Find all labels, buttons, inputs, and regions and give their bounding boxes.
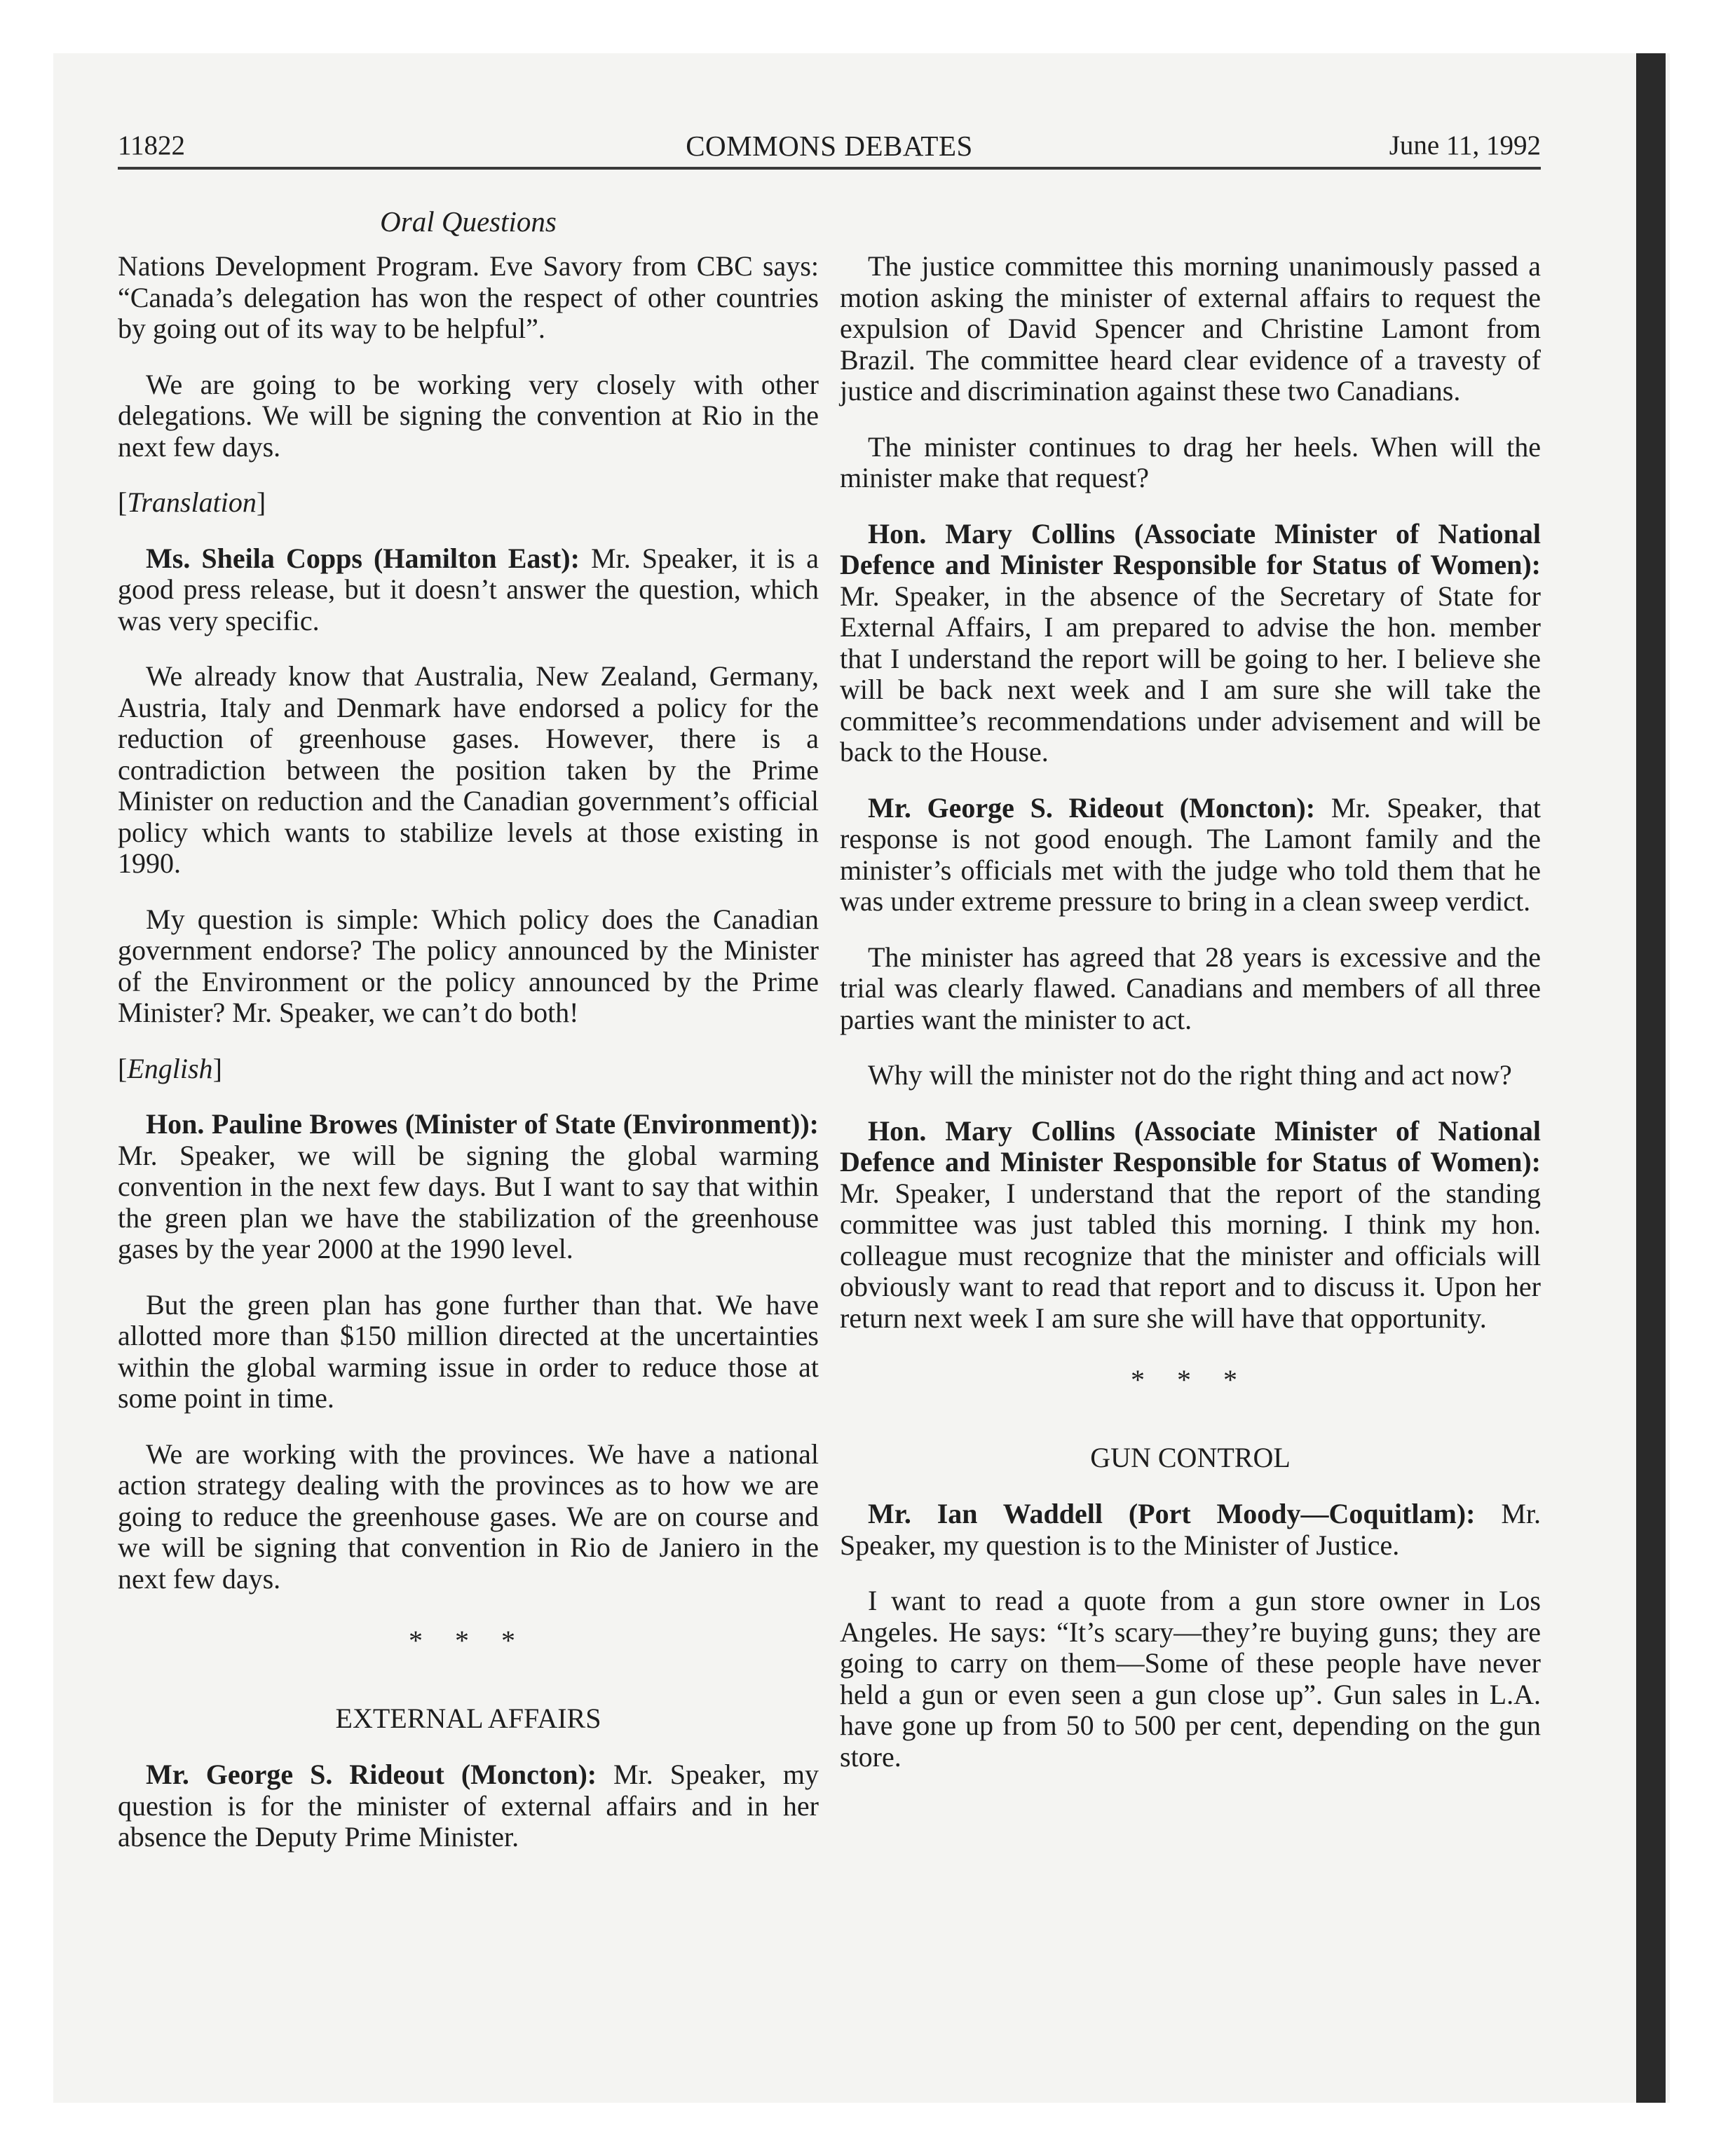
paragraph: I want to read a quote from a gun store owner in Los Angeles. He says: “It’s scary—they’re buying guns; they are going to carry on them—Some of these people have never held a gun or even seen a gun close up”. Gun sales in L.A. have gone up from 50 to 500 per cent, depending on the gun store. — [840, 1585, 1541, 1773]
speech — [118, 1109, 819, 1265]
speaker-name: Ms. Sheila Copps (Hamilton East): — [146, 542, 580, 574]
speech — [840, 1116, 1541, 1335]
speaker-name: Hon. Mary Collins (Associate Minister of National Defence and Minister Responsible for Status of Women): — [840, 1114, 1541, 1178]
translation-note-label: Translation — [127, 486, 257, 518]
publication-title: COMMONS DEBATES — [686, 130, 973, 162]
speech-text: Mr. Speaker, that response is not good enough. The Lamont family and the minister’s officials met with the judge who told them that he was under extreme pressure to bring in a clean sweep verdict. — [840, 791, 1541, 917]
speaker-name: Mr. George S. Rideout (Moncton): — [868, 791, 1316, 824]
speaker-name: Mr. George S. Rideout (Moncton): — [146, 1759, 597, 1790]
speech — [840, 1499, 1541, 1561]
paragraph: My question is simple: Which policy does the Canadian government endorse? The policy announced by the Minister of the Environment or the policy announced by the Prime Minister? Mr. Speaker, we can’t do both! — [118, 903, 819, 1028]
publication-date: June 11, 1992 — [1389, 130, 1541, 161]
speech-text: Mr. Speaker, my question is for the minister of external affairs and in her absence the Deputy Prime Minister. — [118, 1759, 819, 1853]
running-header — [118, 126, 1541, 165]
scan-edge-shadow — [1636, 53, 1666, 2103]
speaker-name: Hon. Pauline Browes (Minister of State (Environment)): — [146, 1108, 819, 1140]
speaker-name: Mr. Ian Waddell (Port Moody—Coquitlam): — [868, 1498, 1476, 1529]
speech — [840, 519, 1541, 768]
paragraph: Nations Development Program. Eve Savory from CBC says: “Canada’s delegation has won the respect of other countries by going out of its way to be helpful”. — [118, 250, 819, 344]
paragraph: The minister continues to drag her heels. When will the minister make that request? — [840, 430, 1541, 493]
translation-note: [Translation] — [118, 486, 266, 518]
speech — [118, 543, 819, 637]
language-note: [English] — [118, 1052, 222, 1084]
section-separator: * * * — [1131, 1364, 1250, 1396]
paragraph: The justice committee this morning unanimously passed a motion asking the minister of external affairs to request the expulsion of David Spencer and Christine Lamont from Brazil. The committee heard clear evidence of a travesty of justice and discrimination against these two Canadians. — [840, 250, 1541, 407]
speech-text: Mr. Speaker, we will be signing the global warming convention in the next few days. But I want to say that within the green plan we have the stabilization of the greenhouse gases by the year 2000 at the 1990 level. — [118, 1139, 819, 1264]
speech — [118, 1759, 819, 1853]
speech-text: Mr. Speaker, my question is to the Minister of Justice. — [840, 1498, 1541, 1561]
paragraph: Why will the minister not do the right thing and act now? — [868, 1059, 1512, 1091]
header-rule — [118, 167, 1541, 170]
paragraph: We already know that Australia, New Zealand, Germany, Austria, Italy and Denmark have endorsed a policy for the reduction of greenhouse gases. However, there is a contradiction between the position taken by the Prime Minister on reduction and the Canadian government’s official policy which wants to stabilize levels at those existing in 1990. — [118, 660, 819, 879]
language-note-label: English — [127, 1052, 213, 1084]
left-column — [118, 251, 819, 1878]
section-separator: * * * — [409, 1625, 528, 1656]
page-number: 11822 — [118, 130, 186, 161]
paragraph: But the green plan has gone further than that. We have allotted more than $150 million directed at the uncertainties within the global warming issue in order to reduce those at some point in time. — [118, 1288, 819, 1414]
paragraph: We are working with the provinces. We have a national action strategy dealing with the provinces as to how we are going to reduce the greenhouse gases. We are on course and we will be signing that convention in Rio de Janiero in the next few days. — [118, 1438, 819, 1595]
speaker-name: Hon. Mary Collins (Associate Minister of National Defence and Minister Responsible for Status of Women): — [840, 517, 1541, 580]
speech — [840, 793, 1541, 917]
paragraph: The minister has agreed that 28 years is excessive and the trial was clearly flawed. Canadians and members of all three parties want the minister to act. — [840, 941, 1541, 1035]
right-column — [840, 251, 1541, 1797]
speech-text: Mr. Speaker, in the absence of the Secretary of State for External Affairs, I am prepared to advise the hon. member that I understand the report will be going to her. I believe she will be back next week and I am sure she will take the committee’s recommendations under advisement and will be back to the House. — [840, 580, 1541, 767]
topic-heading: GUN CONTROL — [1090, 1441, 1291, 1473]
speech-text: Mr. Speaker, it is a good press release, but it doesn’t answer the question, which was very specific. — [118, 542, 819, 636]
section-title: Oral Questions — [380, 205, 557, 238]
speech-text: Mr. Speaker, I understand that the report of the standing committee was just tabled this morning. I think my hon. colleague must recognize that the minister and officials will obviously want to read that report and to discuss it. Upon her return next week I am sure she will have that opportunity. — [840, 1177, 1541, 1334]
paragraph: We are going to be working very closely with other delegations. We will be signing the convention at Rio in the next few days. — [118, 368, 819, 463]
topic-heading: EXTERNAL AFFAIRS — [335, 1702, 601, 1734]
